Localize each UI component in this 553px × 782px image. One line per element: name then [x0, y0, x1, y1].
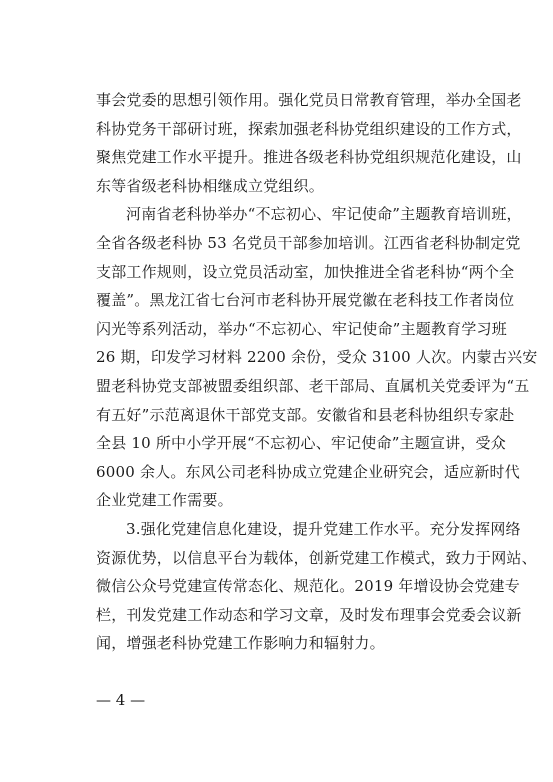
text-line: 企业党建工作需要。	[96, 491, 233, 510]
text-line: 26 期，印发学习材料 2200 余份，受众 3100 人次。内蒙古兴安	[96, 348, 538, 367]
page-number: — 4 —	[96, 691, 146, 709]
text-line: 东等省级老科协相继成立党组织。	[96, 176, 325, 195]
text-line: 科协党务干部研讨班，探索加强老科协党组织建设的工作方式，	[96, 119, 522, 138]
text-line: 盟老科协党支部被盟委组织部、老干部局、直属机关党委评为“五	[96, 376, 530, 395]
text-line: 支部工作规则，设立党员活动室，加快推进全省老科协“两个全	[96, 262, 515, 281]
body-text	[96, 86, 538, 658]
text-line: 闪光等系列活动，举办“不忘初心、牢记使命”主题教育学习班	[96, 319, 507, 338]
text-line: 闻，增强老科协党建工作影响力和辐射力。	[96, 634, 385, 653]
text-line: 3.强化党建信息化建设，提升党建工作水平。充分发挥网络	[126, 519, 521, 538]
text-line: 全省各级老科协 53 名党员干部参加培训。江西省老科协制定党	[96, 233, 521, 252]
text-line: 6000 余人。东风公司老科协成立党建企业研究会，适应新时代	[96, 462, 520, 481]
text-line: 事会党委的思想引领作用。强化党员日常教育管理，举办全国老	[96, 91, 522, 109]
text-line: 资源优势，以信息平台为载体，创新党建工作模式，致力于网站、	[96, 548, 537, 567]
text-line: 河南省老科协举办“不忘初心、牢记使命”主题教育培训班，	[126, 205, 522, 224]
paragraph-2	[96, 200, 538, 515]
text-line: 微信公众号党建宣传常态化、规范化。2019 年增设协会党建专	[96, 577, 520, 596]
text-line: 有五好”示范离退休干部党支部。安徽省和县老科协组织专家赴	[96, 405, 515, 424]
text-line: 覆盖”。黑龙江省七台河市老科协开展党徽在老科技工作者岗位	[96, 291, 515, 310]
text-line: 聚焦党建工作水平提升。推进各级老科协党组织规范化建设，山	[96, 148, 522, 167]
text-line: 全县 10 所中小学开展“不忘初心、牢记使命”主题宣讲，受众	[96, 434, 506, 453]
paragraph-3	[96, 515, 537, 658]
paragraph-1	[96, 86, 522, 200]
text-line: 栏，刊发党建工作动态和学习文章，及时发布理事会党委会议新	[96, 605, 522, 624]
